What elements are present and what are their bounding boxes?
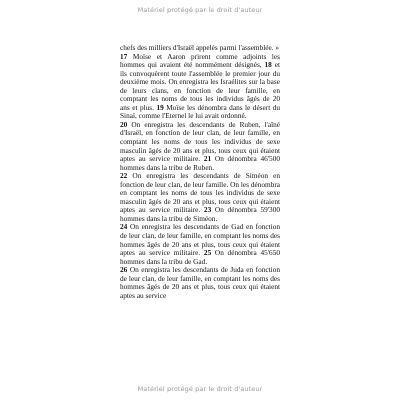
verse-number-21: 21 (203, 154, 212, 164)
verse-number-24: 24 (120, 222, 128, 232)
text-segment: On enregistra les descendants de Gad en fonction de leur clan, de leur famille, en comptant les noms des hommes âgés de 20 ans et plus, tous ceux qui étaient aptes au service militaire. (120, 222, 280, 258)
text-segment: On enregistra les descendants de Ruben, l'aîné d'Israël, en fonction de leur clan, de leur famille, en comptant les noms de tous les individus de sexe masculin âgés de 20 ans et plus, tous ceux qui étaient aptes au service militaire. (120, 119, 280, 164)
verse-number-26: 26 (120, 265, 128, 275)
text-segment: On dénombra 59'300 hommes dans la tribu de Siméon. (120, 205, 280, 223)
paragraph-24-25 (120, 223, 280, 266)
verse-number-17: 17 (120, 51, 128, 61)
watermark-top: Matériel protégé par le droit d'auteur (137, 6, 263, 14)
text-segment: chefs des milliers d'Israël appelés parmi l'assemblée. » (120, 43, 280, 52)
text-segment: Moïse les dénombra dans le désert du Sinaï, comme l'Eternel le lui avait ordonné. (120, 102, 280, 121)
paragraph-17-19 (120, 53, 280, 121)
paragraph-20-21 (120, 121, 280, 172)
paragraph-26 (120, 266, 280, 300)
text-segment: On enregistra les descendants de Juda en fonction de leur clan, de leur famille, en comptant les noms des hommes âgés de 20 ans et plus, tous ceux qui étaient aptes au service (120, 265, 280, 300)
bible-text-block (120, 44, 280, 300)
verse-number-23: 23 (203, 205, 212, 215)
verse-number-25: 25 (203, 248, 212, 258)
text-segment: et ils convoquèrent toute l'assemblée le premier jour du deuxième mois. On enregistra les Israélites sur la base de leurs clans, en fonction de leur famille, en comptant les noms de tous les individus âgés de 20 ans et plus. (120, 60, 281, 112)
text-segment: On enregistra les descendants de Siméon en fonction de leur clan, de leur famille. On les dénombra en comptant les noms de tous les individus de sexe masculin âgés de 20 ans et plus, tous ceux qui étaient aptes au service militaire. (120, 171, 280, 215)
text-segment: Moïse et Aaron prirent comme adjoints les hommes qui avaient été nommément désignés, (120, 51, 280, 70)
text-segment: On dénombra 46'500 hommes dans la tribu de Ruben. (120, 154, 280, 172)
verse-number-19: 19 (156, 102, 164, 112)
verse-number-22: 22 (120, 171, 128, 181)
paragraph-22-23 (120, 172, 280, 223)
verse-number-20: 20 (120, 119, 128, 129)
verse-number-18: 18 (264, 60, 272, 70)
text-segment: On dénombra 45'650 hommes dans la tribu de Gad. (120, 248, 280, 266)
watermark-bottom: Matériel protégé par le droit d'auteur (137, 385, 263, 393)
